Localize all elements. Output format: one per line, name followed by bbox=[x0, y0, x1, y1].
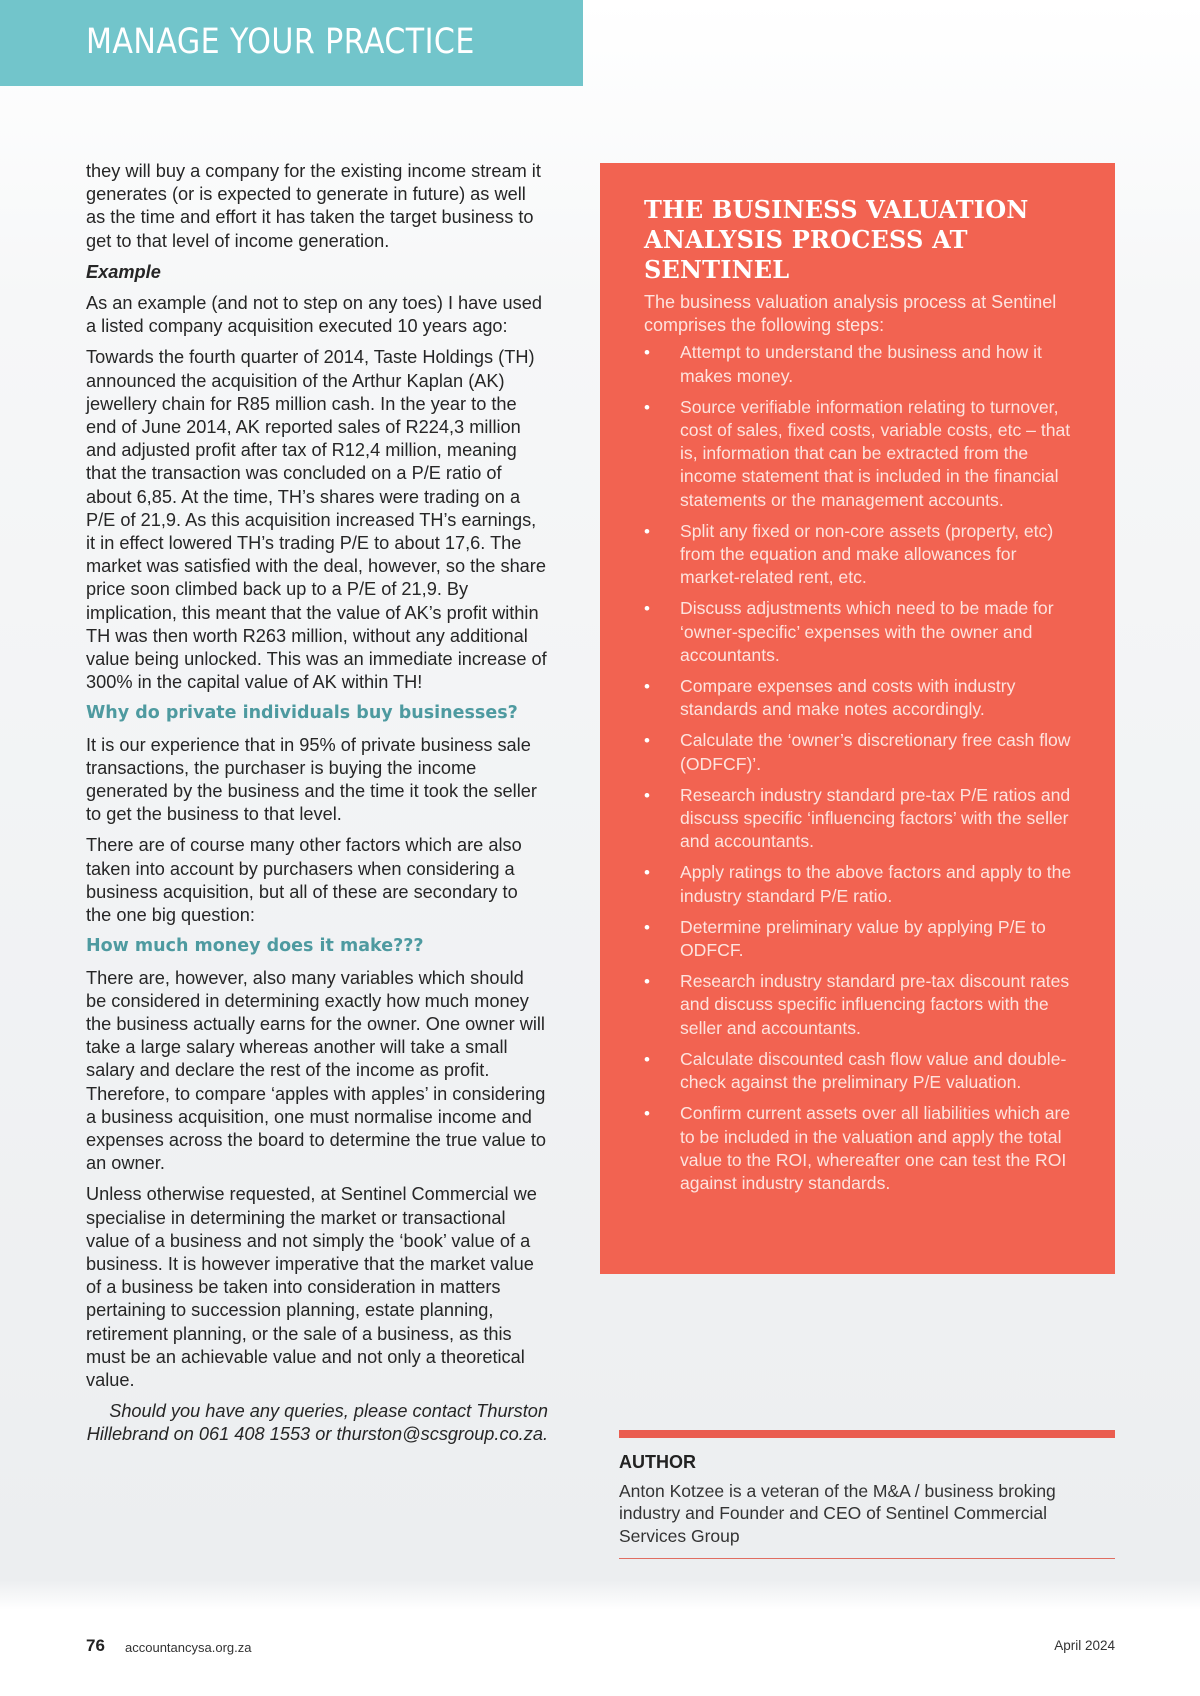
process-step: • Research industry standard pre-tax discount rates and discuss specific influencing factors with the seller and accountants. bbox=[644, 971, 1070, 1038]
bullet-icon: • bbox=[644, 863, 650, 883]
bullet-icon: • bbox=[644, 972, 650, 992]
subheading-how-much: How much money does it make??? bbox=[86, 936, 424, 957]
subheading-why-buy: Why do private individuals buy businesses? bbox=[86, 703, 518, 724]
process-step: • Discuss adjustments which need to be made for ‘owner-specific’ expenses with the owner and accountants. bbox=[644, 598, 1054, 665]
process-steps-list bbox=[644, 341, 1075, 1195]
bullet-icon: • bbox=[644, 785, 650, 805]
bullet-icon: • bbox=[644, 1049, 650, 1069]
paragraph: Towards the fourth quarter of 2014, Taste Holdings (TH) announced the acquisition of the Arthur Kaplan (AK) jewellery chain for R85 million cash. In the year to the end of June 2014, AK reported sales of R224,3 million and adjusted profit after tax of R12,4 million, meaning that the transaction was concluded on a P/E ratio of about 6,85. At the time, TH’s shares were trading on a P/E of 21,9. As this acquisition increased TH’s earnings, it in effect lowered TH’s trading P/E to about 17,6. The market was satisfied with the deal, however, so the share price soon climbed back up to a P/E of 21,9. By implication, this meant that the value of AK’s profit within TH was then worth R263 million, without any additional value being unlocked. This was an immediate increase of 300% in the capital value of AK within TH! bbox=[86, 347, 547, 693]
process-step: • Source verifiable information relating to turnover, cost of sales, fixed costs, variable costs, etc – that is, information that can be extracted from the income statement that is included in the financial statements or the management accounts. bbox=[644, 396, 1071, 510]
process-step: • Calculate the ‘owner’s discretionary free cash flow (ODFCF)’. bbox=[644, 730, 1071, 774]
process-step: • Determine preliminary value by applying P/E to ODFCF. bbox=[644, 916, 1046, 961]
process-step: • Research industry standard pre-tax P/E ratios and discuss specific ‘influencing factors’ with the seller and accountants. bbox=[644, 784, 1071, 852]
bullet-icon: • bbox=[644, 343, 650, 363]
process-step: • Split any fixed or non-core assets (property, etc) from the equation and make allowances for market-related rent, etc. bbox=[644, 520, 1054, 588]
paragraph: they will buy a company for the existing income stream it generates (or is expected to generate in future) as well as the time and effort it has taken the target business to get to that level of income generation. bbox=[86, 161, 541, 251]
section-title: MANAGE YOUR PRACTICE bbox=[86, 22, 475, 62]
process-step: • Calculate discounted cash flow value and double-check against the preliminary P/E valuation. bbox=[644, 1048, 1067, 1093]
footer-date: April 2024 bbox=[1054, 1638, 1115, 1653]
process-step: • Confirm current assets over all liabilities which are to be included in the valuation and apply the total value to the ROI, whereafter one can test the ROI against industry standards. bbox=[644, 1103, 1071, 1193]
process-step: • Attempt to understand the business and how it makes money. bbox=[644, 342, 1042, 386]
process-step: • Apply ratings to the above factors and apply to the industry standard P/E ratio. bbox=[644, 862, 1072, 906]
footer-website: accountancysa.org.za bbox=[125, 1640, 252, 1655]
bullet-icon: • bbox=[644, 599, 650, 619]
process-step: • Compare expenses and costs with industry standards and make notes accordingly. bbox=[644, 676, 1016, 720]
bullet-icon: • bbox=[644, 677, 650, 697]
paragraph: It is our experience that in 95% of private business sale transactions, the purchaser is buying the income generated by the business and the time it took the seller to get the business to that level. bbox=[86, 734, 537, 825]
author-heading: AUTHOR bbox=[619, 1452, 696, 1472]
paragraph: Unless otherwise requested, at Sentinel Commercial we specialise in determining the market or transactional value of a business and not simply the ‘book’ value of a business. It is however imperative that the market value of a business be taken into consideration in matters pertaining to succession planning, estate planning, retirement planning, or the sale of a business, as this must be an achievable value and not only a theoretical value. bbox=[86, 1184, 537, 1390]
paragraph: As an example (and not to step on any toes) I have used a listed company acquisition executed 10 years ago: bbox=[86, 293, 542, 337]
author-bio: Anton Kotzee is a veteran of the M&A / business broking industry and Founder and CEO of Sentinel Commercial Services Group bbox=[619, 1481, 1056, 1546]
author-divider bbox=[619, 1430, 1115, 1438]
valuation-process-box bbox=[600, 163, 1115, 1274]
bullet-icon: • bbox=[644, 917, 650, 937]
bullet-icon: • bbox=[644, 1104, 650, 1124]
example-heading: Example bbox=[86, 261, 161, 282]
contact-note: Should you have any queries, please contact Thurston Hillebrand on 061 408 1553 or thurston@scsgroup.co.za. bbox=[86, 1401, 548, 1445]
paragraph: There are of course many other factors which are also taken into account by purchasers when considering a business acquisition, but all of these are secondary to the one big question: bbox=[86, 835, 522, 926]
page-number: 76 bbox=[86, 1636, 105, 1655]
bullet-icon: • bbox=[644, 397, 650, 417]
author-bottom-rule bbox=[619, 1558, 1115, 1559]
article-body bbox=[86, 160, 548, 1455]
bullet-icon: • bbox=[644, 521, 650, 541]
box-intro: The business valuation analysis process at Sentinel comprises the following steps: bbox=[644, 292, 1057, 336]
paragraph: There are, however, also many variables which should be considered in determining exactly how much money the business actually earns for the owner. One owner will take a large salary whereas another will take a small salary and declare the rest of the income as profit. Therefore, to compare ‘apples with apples’ in considering a business acquisition, one must normalise income and expenses across the board to determine the true value to an owner. bbox=[86, 967, 547, 1174]
bullet-icon: • bbox=[644, 731, 650, 751]
box-title: THE BUSINESS VALUATION ANALYSIS PROCESS AT SENTINEL bbox=[644, 195, 1029, 284]
section-header-band bbox=[0, 0, 583, 86]
